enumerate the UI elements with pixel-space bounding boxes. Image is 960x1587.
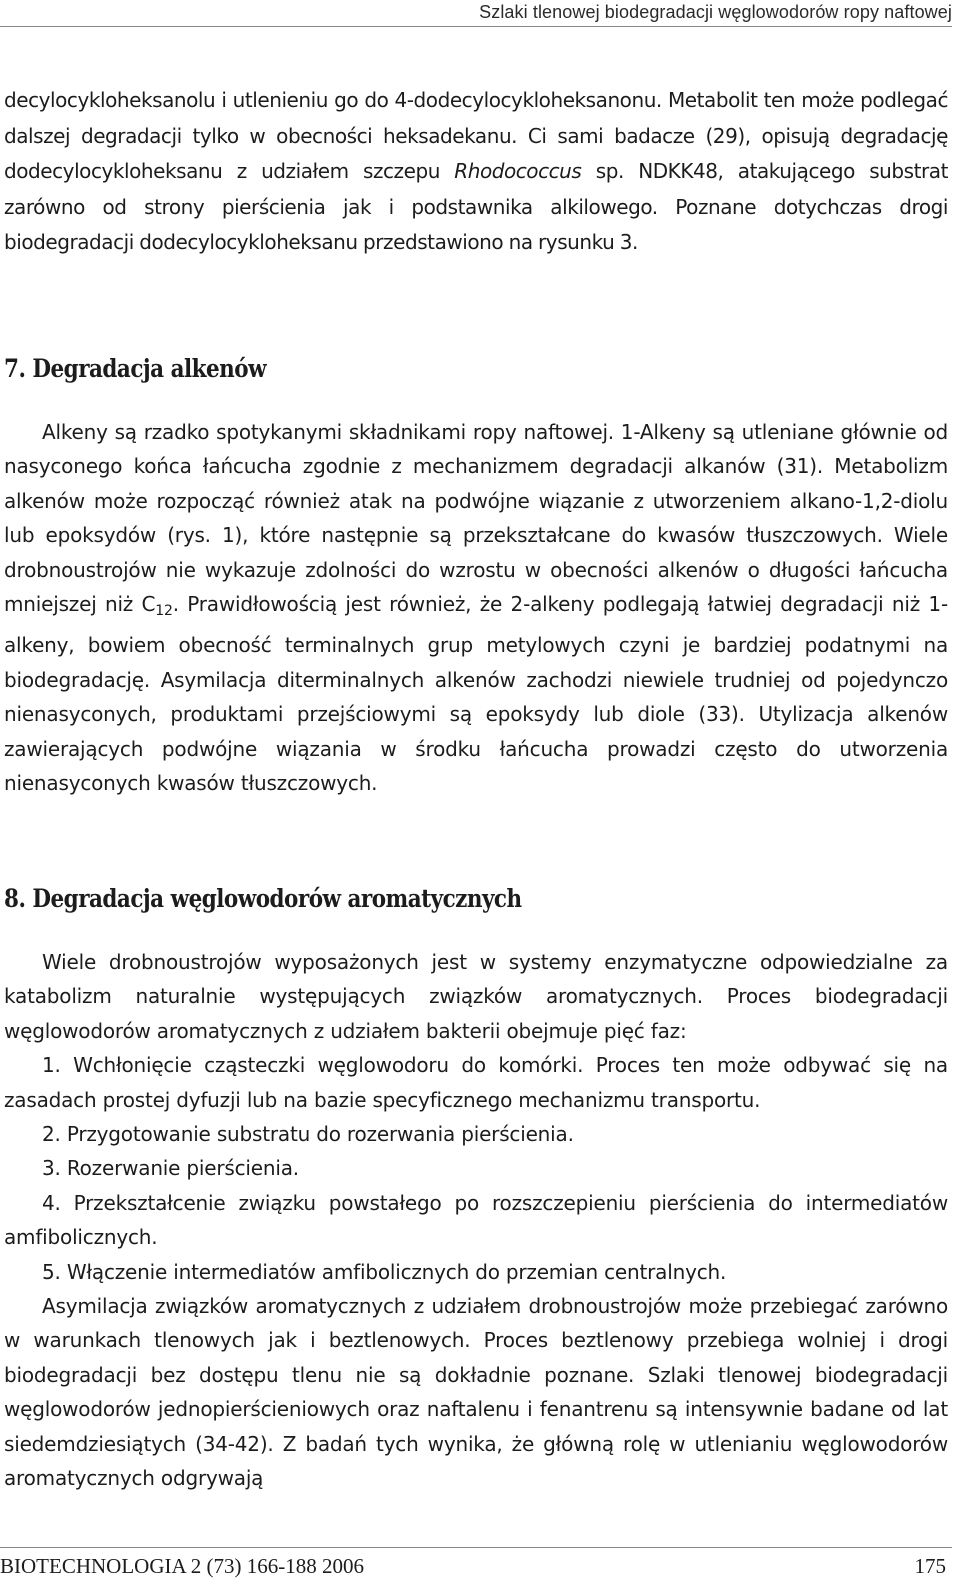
phase-item-1: 1. Wchłonięcie cząsteczki węglowodoru do komórki. Proces ten może odbywać się na zasadach prostej dyfuzji lub na bazie specyficznego mechanizmu transportu. <box>4 1053 948 1112</box>
journal-citation: BIOTECHNOLOGIA 2 (73) 166-188 2006 <box>0 1554 364 1578</box>
footer-divider <box>0 1547 952 1548</box>
aromatics-intro-paragraph: Wiele drobnoustrojów wyposażonych jest w systemy enzymatyczne odpowiedzialne za katabolizm naturalnie występujących związków aromatycznych. Proces biodegradacji węglowodorów aromatycznych z udziałem bakterii obejmuje pięć faz: <box>4 950 948 1043</box>
intro-text-part2: sp. NDKK48, atakującego substrat zarówno od strony pierścienia jak i podstawnika alkilowego. Poznane dotychczas drogi biodegradacji dodecylocykloheksanu przedstawiono na rysunku 3. <box>4 159 948 254</box>
phase-item-3: 3. Rozerwanie pierścienia. <box>42 1156 299 1181</box>
carbon-subscript: 12 <box>155 603 173 620</box>
page-number: 175 <box>914 1554 946 1578</box>
phase-item-2: 2. Przygotowanie substratu do rozerwania pierścienia. <box>42 1122 574 1147</box>
aromatics-closing-paragraph: Asymilacja związków aromatycznych z udziałem drobnoustrojów może przebiegać zarówno w warunkach tlenowych jak i beztlenowych. Proces beztlenowy przebiega wolniej i drogi biodegradacji bez dostępu tlenu nie są dokładnie poznane. Szlaki tlenowej biodegradacji węglowodorów jednopierścieniowych oraz naftalenu i fenantrenu są intensywnie badane od lat siedemdziesiątych (34-42). Z badań tych wynika, że główną rolę w utlenianiu węglowodorów aromatycznych odgrywają <box>4 1294 948 1491</box>
alkenes-text-before: Alkeny są rzadko spotykanymi składnikami ropy naftowej. 1-Alkeny są utleniane głównie od nasyconego końca łańcucha zgodnie z mechanizmem degradacji alkanów (31). Metabolizm alkenów może rozpocząć również atak na podwójne wiązanie z utworzeniem alkano-1,2-diolu lub epoksydów (rys. 1), które następnie są przekształcane do kwasów tłuszczowych. Wiele drobnoustrojów nie wykazuje zdolności do wzrostu w obecności alkenów o długości łańcucha mniejszej niż C <box>4 420 948 617</box>
section-8-heading: 8. Degradacja węglowodorów aromatycznych <box>4 884 522 913</box>
organism-name: Rhodococcus <box>454 159 582 183</box>
phase-item-4: 4. Przekształcenie związku powstałego po rozszczepieniu pierścienia do intermediatów amfibolicznych. <box>4 1190 948 1250</box>
aromatics-block <box>4 945 948 1496</box>
intro-paragraph <box>4 83 948 261</box>
running-header: Szlaki tlenowej biodegradacji węglowodorów ropy naftowej <box>0 0 952 27</box>
section-7-heading: 7. Degradacja alkenów <box>4 354 267 383</box>
alkenes-text-after: . Prawidłowością jest również, że 2-alkeny podlegają łatwiej degradacji niż 1-alkeny, bowiem obecność terminalnych grup metylowych czyni je bardziej podatnymi na biodegradację. Asymilacja diterminalnych alkenów zachodzi niewiele trudniej od pojedynczo nienasyconych, produktami przejściowymi są epoksydy lub diole (33). Utylizacja alkenów zawierających podwójne wiązania w środku łańcucha prowadzi często do utworzenia nienasyconych kwasów tłuszczowych. <box>4 592 948 796</box>
phase-item-5: 5. Włączenie intermediatów amfibolicznych do przemian centralnych. <box>42 1259 727 1284</box>
intro-text-part1: decylocykloheksanolu i utlenieniu go do 4-dodecylocykloheksanonu. Metabolit ten może podlegać dalszej degradacji tylko w obecności heksadekanu. Ci sami badacze (29), opisują degradację dodecylocykloheksanu z udziałem szczepu <box>4 88 948 183</box>
alkenes-paragraph <box>4 415 948 800</box>
